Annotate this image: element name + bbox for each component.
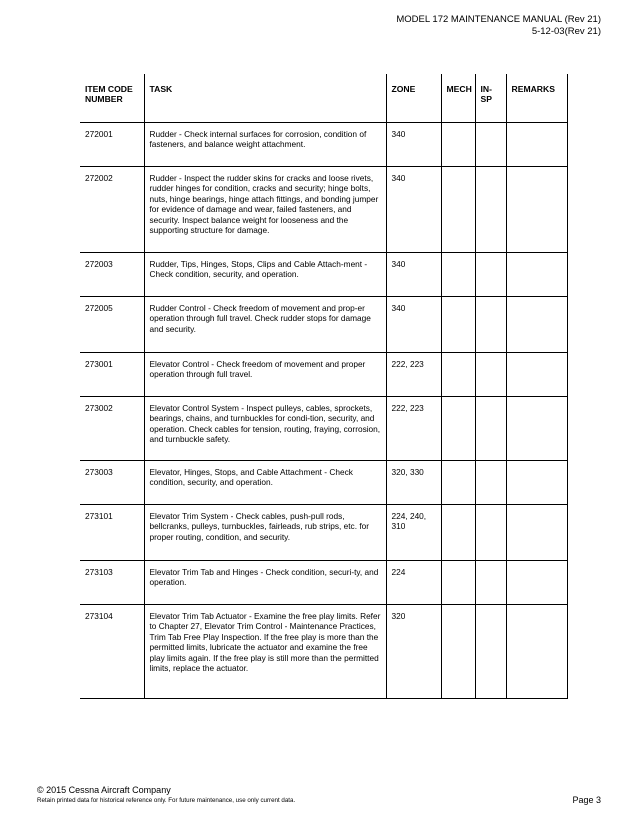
table-row	[80, 561, 567, 605]
remarks-cell	[506, 605, 567, 699]
task-cell: Elevator Trim System - Check cables, push-pull rods, bellcranks, pulleys, turnbuckles, fairleads, rub strips, etc. for proper routing, condition, and security.	[144, 505, 386, 561]
inspection-table	[80, 74, 568, 699]
insp-cell	[475, 505, 506, 561]
task-cell: Rudder - Check internal surfaces for corrosion, condition of fasteners, and balance weight attachment.	[144, 123, 386, 167]
insp-cell	[475, 167, 506, 253]
task-cell: Elevator Control System - Inspect pulleys, cables, sprockets, bearings, chains, and turnbuckles for condi-tion, security, and operation. Check cables for tension, routing, fraying, corrosion, and turnbuckle safety.	[144, 397, 386, 461]
remarks-cell	[506, 353, 567, 397]
zone-cell: 340	[386, 167, 441, 253]
task-cell: Elevator Trim Tab and Hinges - Check condition, securi-ty, and operation.	[144, 561, 386, 605]
insp-cell	[475, 561, 506, 605]
task-cell: Elevator Control - Check freedom of movement and proper operation through full travel.	[144, 353, 386, 397]
insp-cell	[475, 123, 506, 167]
mech-cell	[441, 253, 475, 297]
copyright-text: © 2015 Cessna Aircraft Company	[37, 785, 171, 795]
col-header-insp	[475, 74, 506, 123]
col-header-item-code-line1: ITEM CODE	[85, 84, 133, 94]
col-header-insp-line1: IN-	[480, 84, 492, 94]
retention-notice: Retain printed data for historical reference only. For future maintenance, use only current data.	[37, 797, 296, 804]
item-code-cell: 272002	[80, 167, 144, 253]
col-header-remarks: REMARKS	[506, 74, 567, 123]
remarks-cell	[506, 123, 567, 167]
table-row	[80, 353, 567, 397]
zone-cell: 320, 330	[386, 461, 441, 505]
item-code-cell: 273002	[80, 397, 144, 461]
table-row	[80, 505, 567, 561]
mech-cell	[441, 353, 475, 397]
item-code-cell: 272005	[80, 297, 144, 353]
item-code-cell: 273101	[80, 505, 144, 561]
page-header	[396, 14, 601, 38]
mech-cell	[441, 167, 475, 253]
insp-cell	[475, 253, 506, 297]
mech-cell	[441, 397, 475, 461]
table-row	[80, 123, 567, 167]
mech-cell	[441, 297, 475, 353]
table-row	[80, 461, 567, 505]
item-code-cell: 273001	[80, 353, 144, 397]
mech-cell	[441, 561, 475, 605]
item-code-cell: 273103	[80, 561, 144, 605]
task-cell: Rudder, Tips, Hinges, Stops, Clips and Cable Attach-ment - Check condition, security, and operation.	[144, 253, 386, 297]
insp-cell	[475, 397, 506, 461]
remarks-cell	[506, 461, 567, 505]
col-header-item-code	[80, 74, 144, 123]
page-number: Page 3	[572, 795, 601, 805]
remarks-cell	[506, 505, 567, 561]
zone-cell: 224, 240, 310	[386, 505, 441, 561]
table-row	[80, 605, 567, 699]
remarks-cell	[506, 397, 567, 461]
task-cell: Elevator Trim Tab Actuator - Examine the free play limits. Refer to Chapter 27, Elevator Trim Control - Maintenance Practices, Trim Tab Free Play Inspection. If the free play is more than the permitted limits, lubricate the actuator and examine the free play limits again. If the free play is still more than the permitted limits, replace the actuator.	[144, 605, 386, 699]
mech-cell	[441, 605, 475, 699]
section-number: 5-12-03(Rev 21)	[531, 26, 601, 37]
item-code-cell: 273104	[80, 605, 144, 699]
zone-cell: 320	[386, 605, 441, 699]
col-header-insp-line2: SP	[480, 94, 492, 105]
zone-cell: 224	[386, 561, 441, 605]
remarks-cell	[506, 253, 567, 297]
col-header-task: TASK	[144, 74, 386, 123]
zone-cell: 340	[386, 253, 441, 297]
zone-cell: 222, 223	[386, 397, 441, 461]
table-header-row	[80, 74, 567, 123]
insp-cell	[475, 605, 506, 699]
insp-cell	[475, 297, 506, 353]
col-header-zone: ZONE	[386, 74, 441, 123]
table-row	[80, 397, 567, 461]
table-row	[80, 167, 567, 253]
manual-title: MODEL 172 MAINTENANCE MANUAL (Rev 21)	[396, 14, 601, 25]
task-cell: Elevator, Hinges, Stops, and Cable Attachment - Check condition, security, and operation.	[144, 461, 386, 505]
remarks-cell	[506, 167, 567, 253]
remarks-cell	[506, 561, 567, 605]
table-row	[80, 253, 567, 297]
col-header-item-code-line2: NUMBER	[85, 94, 123, 105]
zone-cell: 340	[386, 297, 441, 353]
task-cell: Rudder - Inspect the rudder skins for cracks and loose rivets, rudder hinges for condition, cracks and security; hinge bolts, nuts, hinge bearings, hinge attach fittings, and bonding jumper for evidence of damage and wear, failed fasteners, and security. Inspect balance weight for looseness and the supporting structure for damage.	[144, 167, 386, 253]
mech-cell	[441, 505, 475, 561]
zone-cell: 340	[386, 123, 441, 167]
col-header-mech: MECH	[441, 74, 475, 123]
item-code-cell: 273003	[80, 461, 144, 505]
task-cell: Rudder Control - Check freedom of movement and prop-er operation through full travel. Check rudder stops for damage and security.	[144, 297, 386, 353]
insp-cell	[475, 353, 506, 397]
item-code-cell: 272003	[80, 253, 144, 297]
item-code-cell: 272001	[80, 123, 144, 167]
insp-cell	[475, 461, 506, 505]
page-footer	[37, 785, 295, 805]
zone-cell: 222, 223	[386, 353, 441, 397]
mech-cell	[441, 461, 475, 505]
table-row	[80, 297, 567, 353]
mech-cell	[441, 123, 475, 167]
remarks-cell	[506, 297, 567, 353]
